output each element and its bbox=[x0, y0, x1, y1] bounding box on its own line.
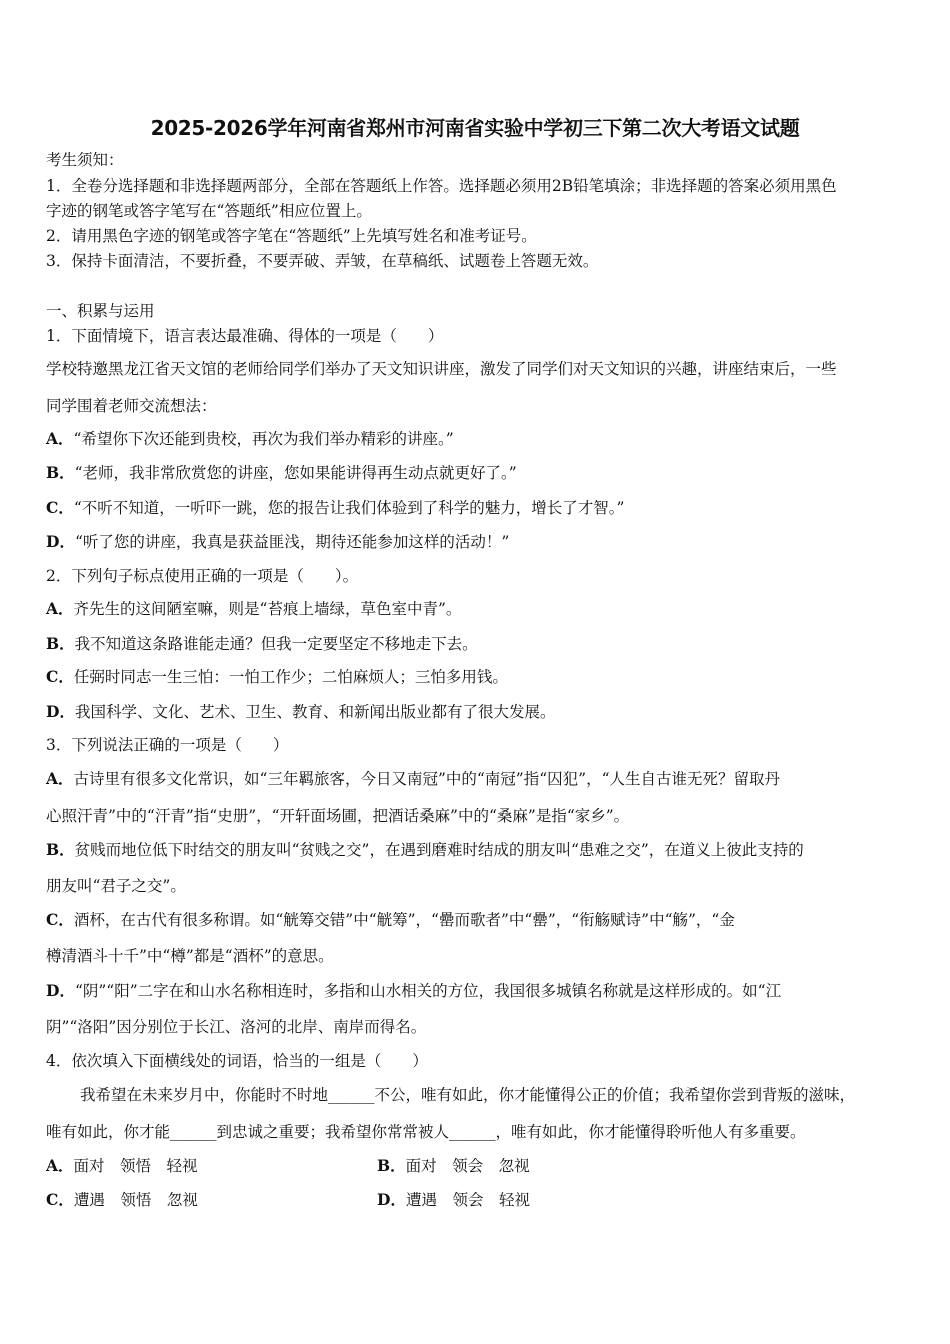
q1-option-d bbox=[46, 532, 509, 552]
q1-stem: 1．下面情境下，语言表达最准确、得体的一项是（ ） bbox=[46, 327, 444, 345]
option-text: 酒杯，在古代有很多称谓。如“觥筹交错”中“觥筹”，“罍而歌者”中“罍”，“衔觞赋诗”中“觞”，“金 bbox=[73, 911, 735, 929]
q2-stem: 2．下列句子标点使用正确的一项是（ ）。 bbox=[46, 567, 359, 585]
notice-line: 3．保持卡面清洁，不要折叠，不要弄破、弄皱，在草稿纸、试题卷上答题无效。 bbox=[46, 252, 599, 270]
q3-option-b-cont: 朋友叫“君子之交”。 bbox=[46, 877, 186, 895]
q3-option-a-cont: 心照汗青”中的“汗青”指“史册”，“开轩面场圃，把酒话桑麻”中的“桑麻”是指“家乡”。 bbox=[46, 807, 630, 825]
q4-option-b bbox=[377, 1156, 530, 1176]
option-text: 面对 领会 忽视 bbox=[405, 1157, 530, 1175]
option-letter: A． bbox=[46, 599, 74, 618]
option-letter: D． bbox=[46, 532, 75, 551]
q4-option-a bbox=[46, 1156, 198, 1176]
notice-heading: 考生须知： bbox=[46, 151, 124, 169]
option-letter: A． bbox=[46, 1156, 74, 1175]
option-letter: D． bbox=[46, 981, 75, 1000]
option-letter: C． bbox=[46, 498, 74, 517]
q3-option-c bbox=[46, 910, 735, 930]
option-text: 任弼时同志一生三怕：一怕工作少；二怕麻烦人；三怕多用钱。 bbox=[73, 668, 508, 686]
q4-option-c bbox=[46, 1190, 198, 1210]
q4-passage-cont: 唯有如此，你才能______到忠诚之重要；我希望你常常被人______，唯有如此，你才能懂得聆听他人有多重要。 bbox=[46, 1123, 806, 1141]
q3-option-b bbox=[46, 840, 804, 860]
option-text: 齐先生的这间陋室嘛，则是“苔痕上墙绿，草色室中青”。 bbox=[73, 600, 462, 618]
q3-option-a bbox=[46, 769, 780, 789]
option-letter: A． bbox=[46, 769, 74, 788]
notice-line: 2．请用黑色字迹的钢笔或答字笔在“答题纸”上先填写姓名和准考证号。 bbox=[46, 227, 537, 245]
option-letter: A． bbox=[46, 429, 74, 448]
option-text: 贫贱而地位低下时结交的朋友叫“贫贱之交”，在遇到磨难时结成的朋友叫“患难之交”，在道义上彼此支持的 bbox=[74, 841, 804, 859]
q3-option-d bbox=[46, 981, 781, 1001]
q4-stem: 4．依次填入下面横线处的词语，恰当的一组是（ ） bbox=[46, 1052, 428, 1070]
q2-option-d bbox=[46, 702, 555, 722]
option-text: “阴”“阳”二字在和山水名称相连时，多指和山水相关的方位，我国很多城镇名称就是这样形成的。如“江 bbox=[74, 982, 782, 1000]
q3-option-d-cont: 阴”“洛阳”因分别位于长江、洛河的北岸、南岸而得名。 bbox=[46, 1018, 427, 1036]
option-text: 遭遇 领悟 忽视 bbox=[73, 1191, 198, 1209]
option-letter: D． bbox=[377, 1190, 406, 1209]
q2-option-a bbox=[46, 599, 461, 619]
option-text: 面对 领悟 轻视 bbox=[73, 1157, 198, 1175]
q1-option-c bbox=[46, 498, 624, 518]
q4-option-d bbox=[377, 1190, 530, 1210]
option-text: 我国科学、文化、艺术、卫生、教育、和新闻出版业都有了很大发展。 bbox=[74, 703, 556, 721]
option-letter: B． bbox=[377, 1156, 406, 1175]
option-text: 遭遇 领会 轻视 bbox=[405, 1191, 530, 1209]
notice-line: 1．全卷分选择题和非选择题两部分，全部在答题纸上作答。选择题必须用2B铅笔填涂；非选择题的答案必须用黑色 bbox=[46, 177, 837, 195]
option-text: 我不知道这条路谁能走通？但我一定要坚定不移地走下去。 bbox=[74, 635, 478, 653]
q2-option-c bbox=[46, 667, 508, 687]
option-letter: C． bbox=[46, 1190, 74, 1209]
notice-line: 字迹的钢笔或答字笔写在“答题纸”相应位置上。 bbox=[46, 202, 372, 220]
q2-option-b bbox=[46, 634, 478, 654]
q1-context: 学校特邀黑龙江省天文馆的老师给同学们举办了天文知识讲座，激发了同学们对天文知识的兴趣，讲座结束后，一些 bbox=[46, 360, 837, 378]
q3-option-c-cont: 樽清酒斗十千”中“樽”都是“酒杯”的意思。 bbox=[46, 947, 334, 965]
option-text: “听了您的讲座，我真是获益匪浅，期待还能参加这样的活动！” bbox=[74, 533, 510, 551]
option-letter: C． bbox=[46, 667, 74, 686]
option-letter: B． bbox=[46, 840, 75, 859]
option-text: 古诗里有很多文化常识，如“三年羁旅客，今日又南冠”中的“南冠”指“囚犯”，“人生自古谁无死？留取丹 bbox=[73, 770, 781, 788]
section-heading: 一、积累与运用 bbox=[46, 302, 155, 320]
option-letter: C． bbox=[46, 910, 74, 929]
option-text: “希望你下次还能到贵校，再次为我们举办精彩的讲座。” bbox=[73, 430, 454, 448]
option-letter: B． bbox=[46, 463, 75, 482]
option-letter: B． bbox=[46, 634, 75, 653]
q1-option-b bbox=[46, 463, 517, 483]
q1-option-a bbox=[46, 429, 454, 449]
option-text: “老师，我非常欣赏您的讲座，您如果能讲得再生动点就更好了。” bbox=[74, 464, 517, 482]
q1-context: 同学围着老师交流想法： bbox=[46, 397, 217, 415]
q4-passage: 我希望在未来岁月中，你能时不时地______不公，唯有如此，你才能懂得公正的价值；我希望你尝到背叛的滋味， bbox=[80, 1086, 856, 1104]
q3-stem: 3．下列说法正确的一项是（ ） bbox=[46, 736, 289, 754]
exam-title: 2025-2026学年河南省郑州市河南省实验中学初三下第二次大考语文试题 bbox=[150, 116, 800, 140]
option-letter: D． bbox=[46, 702, 75, 721]
option-text: “不听不知道，一听吓一跳，您的报告让我们体验到了科学的魅力，增长了才智。” bbox=[73, 499, 625, 517]
